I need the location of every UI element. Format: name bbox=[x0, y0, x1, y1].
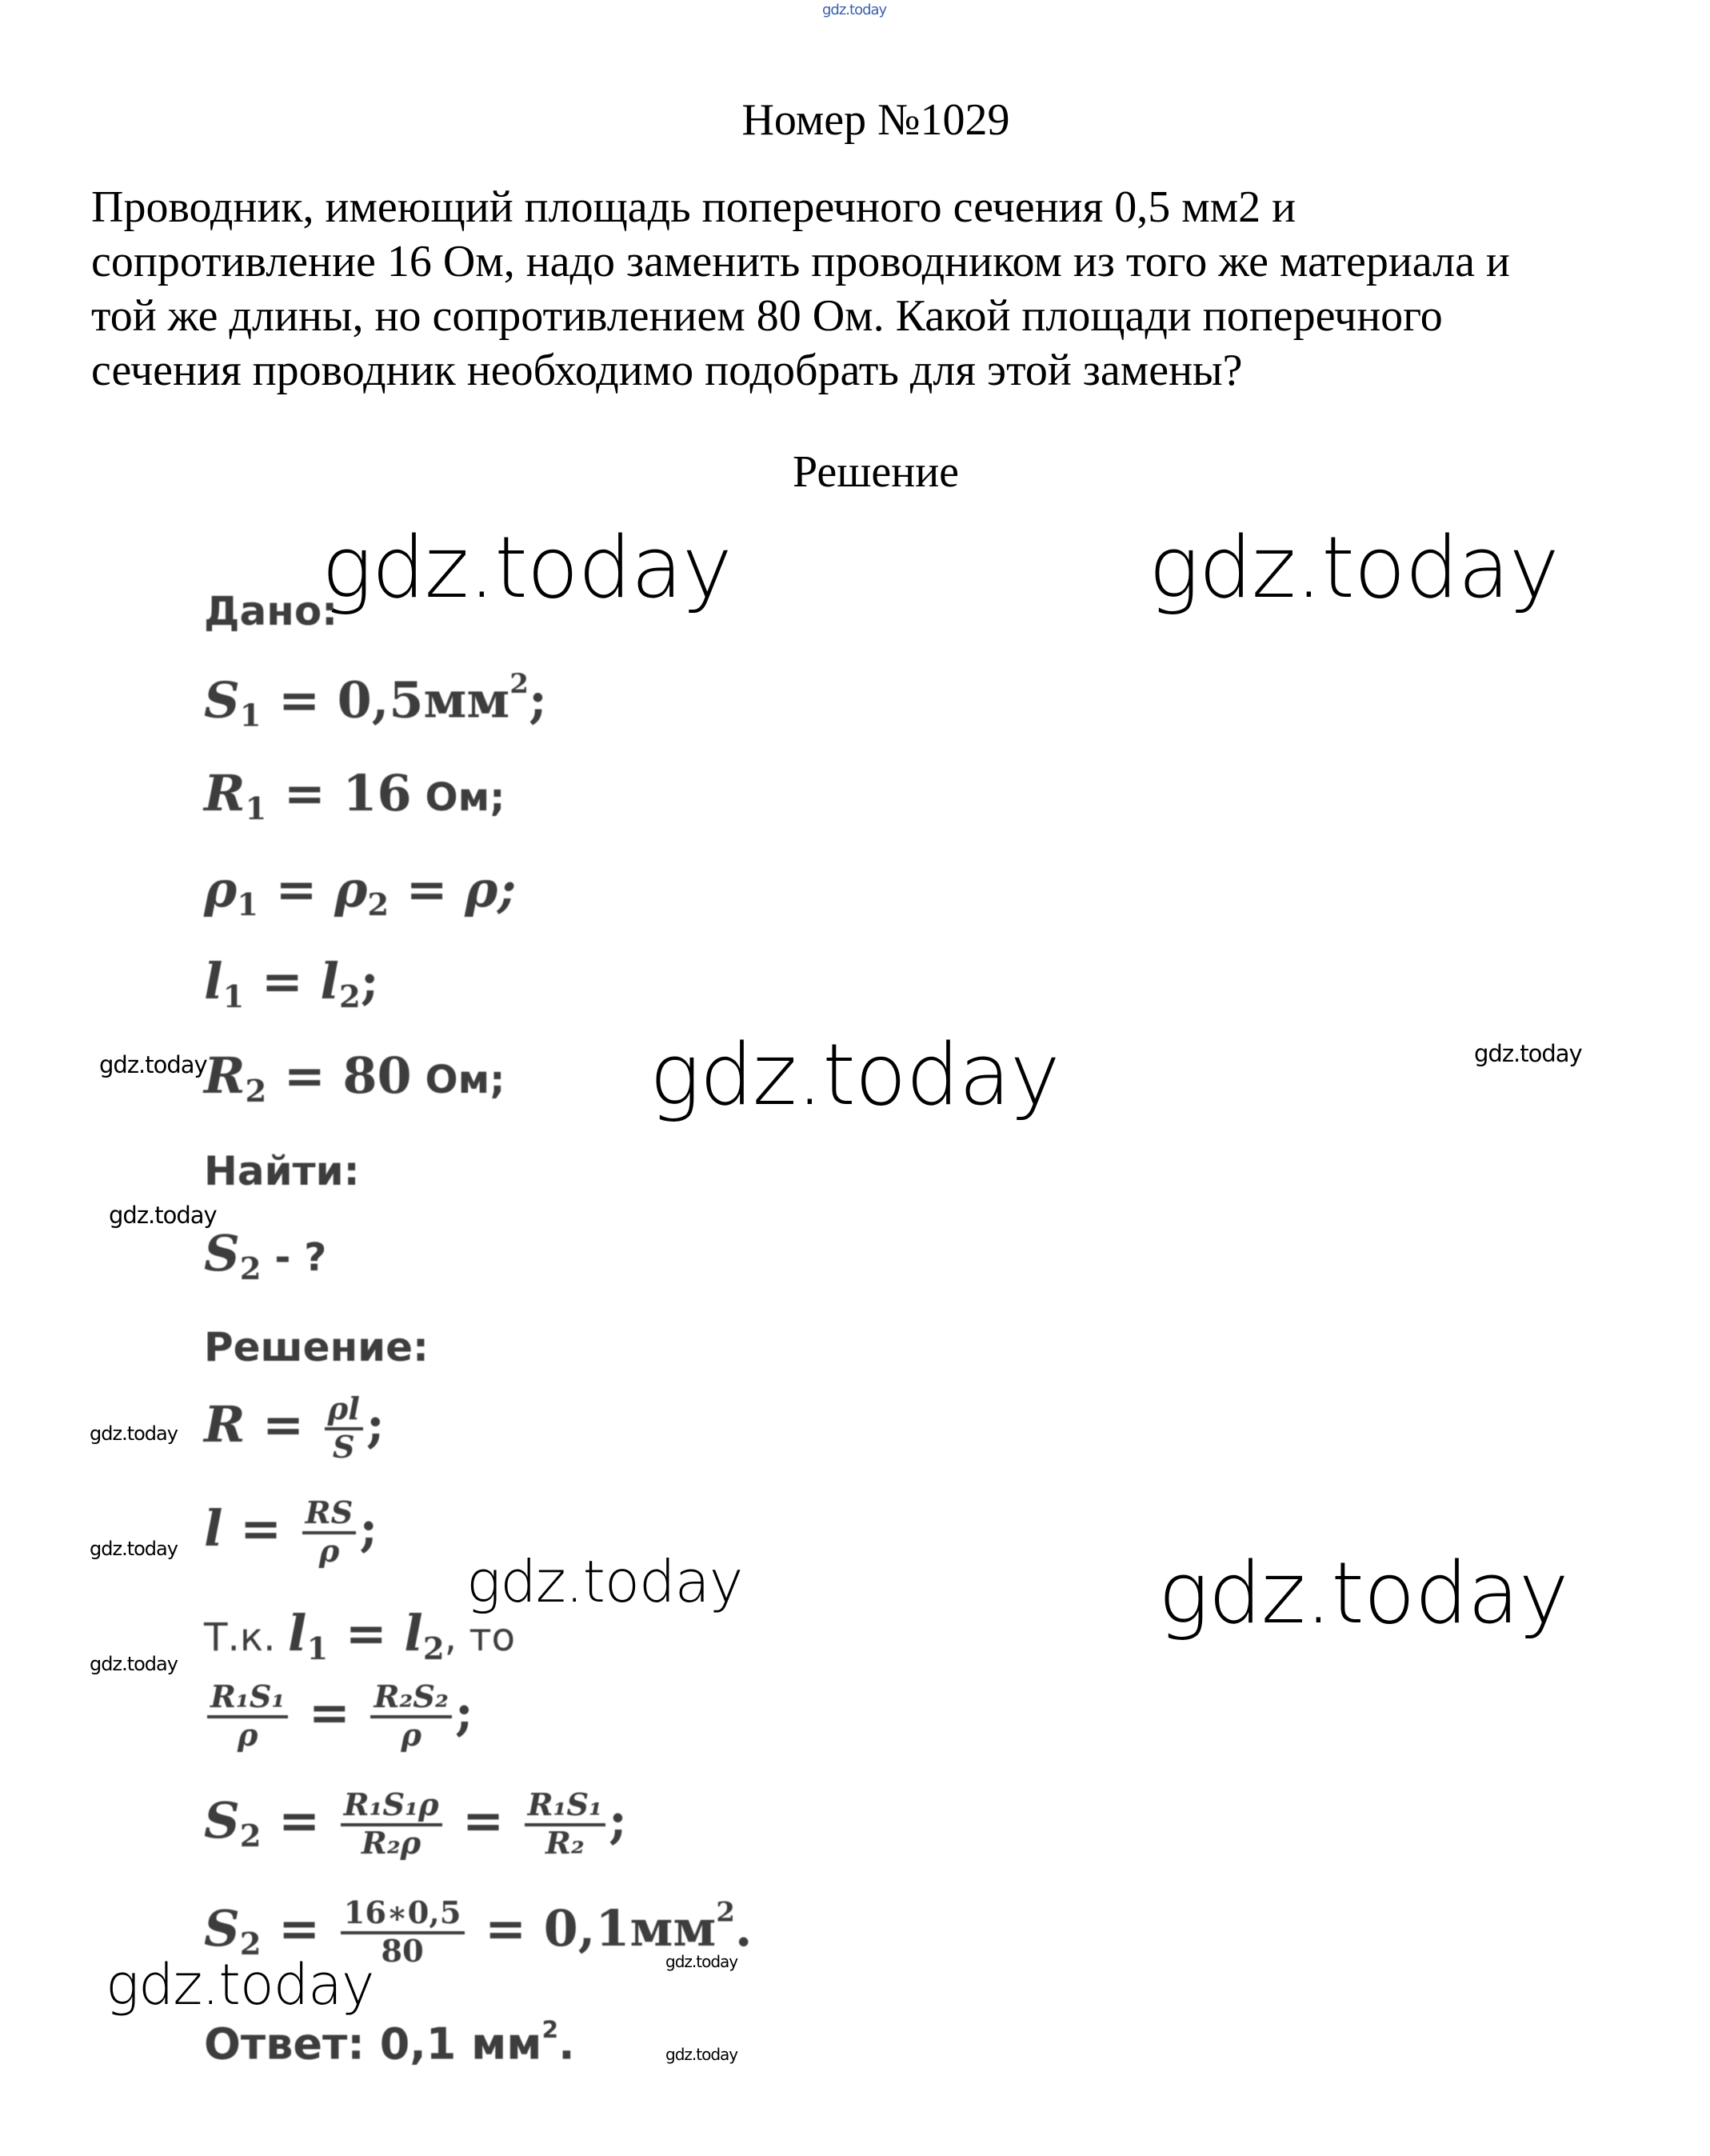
given-r2 bbox=[204, 1046, 505, 1110]
answer-sup: 2 bbox=[541, 2016, 559, 2044]
s1-end: ; bbox=[528, 670, 547, 730]
f3-sub2: 2 bbox=[422, 1630, 445, 1667]
page-title: Номер №1029 bbox=[741, 95, 1010, 145]
f1-end: ; bbox=[366, 1395, 385, 1454]
f1-lhs: R = bbox=[204, 1395, 322, 1454]
watermark-small-8: gdz.today bbox=[665, 2045, 738, 2064]
watermark-large-3: gdz.today bbox=[649, 1026, 1060, 1124]
f4-den2: ρ bbox=[401, 1718, 422, 1754]
f3-expr: l bbox=[287, 1604, 307, 1662]
f5-eq2: = bbox=[445, 1791, 521, 1850]
s2-symbol: S bbox=[204, 1224, 240, 1282]
f6-sup: 2 bbox=[716, 1896, 735, 1929]
f6-end: . bbox=[734, 1899, 753, 1958]
rho-mid: = ρ bbox=[258, 860, 368, 918]
r1-symbol: R bbox=[204, 764, 246, 822]
f3-mid: = l bbox=[328, 1604, 423, 1662]
f1-num: ρl bbox=[325, 1392, 363, 1430]
f5-den1: R₂ρ bbox=[361, 1826, 422, 1862]
f2-num: RS bbox=[302, 1496, 357, 1534]
given-label: Дано: bbox=[204, 588, 338, 634]
f5-end: ; bbox=[609, 1791, 627, 1850]
f4-eq: = bbox=[291, 1683, 368, 1742]
f5-eq1: = bbox=[261, 1791, 338, 1850]
f6-den: 80 bbox=[381, 1934, 424, 1970]
answer-end: . bbox=[558, 2018, 575, 2070]
f2-lhs: l = bbox=[204, 1499, 299, 1558]
given-s1 bbox=[204, 668, 547, 734]
f6-eq1: = bbox=[261, 1899, 338, 1958]
given-l bbox=[204, 952, 379, 1015]
watermark-small-5: gdz.today bbox=[90, 1538, 178, 1560]
problem-statement bbox=[91, 180, 1659, 398]
l-sub1: 1 bbox=[222, 978, 245, 1015]
l-end: ; bbox=[360, 952, 379, 1010]
given-r1 bbox=[204, 764, 505, 827]
f2-end: ; bbox=[359, 1499, 378, 1558]
f6-fraction bbox=[341, 1896, 465, 1970]
f5-num2: R₁S₁ bbox=[525, 1788, 605, 1826]
l-sub2: 2 bbox=[338, 978, 361, 1015]
f4-den1: ρ bbox=[237, 1718, 258, 1754]
f5-num1: R₁S₁ρ bbox=[341, 1788, 442, 1826]
f3-sub1: 1 bbox=[306, 1630, 329, 1667]
formula-resistance bbox=[204, 1392, 385, 1466]
find-label: Найти: bbox=[204, 1148, 360, 1194]
f3-end: , то bbox=[444, 1615, 516, 1660]
rho-end: = ρ; bbox=[389, 860, 517, 918]
f3-prefix: Т.к. bbox=[204, 1615, 288, 1660]
solution-heading: Решение bbox=[792, 447, 960, 497]
f4-end: ; bbox=[454, 1683, 473, 1742]
r2-symbol: R bbox=[204, 1046, 246, 1105]
f6-sub: 2 bbox=[239, 1926, 262, 1962]
watermark-small-6: gdz.today bbox=[90, 1653, 178, 1675]
watermark-small-3: gdz.today bbox=[109, 1202, 217, 1229]
f6-lhs: S bbox=[204, 1899, 240, 1958]
r2-sub: 2 bbox=[245, 1073, 267, 1110]
f4-num1: R₁S₁ bbox=[207, 1680, 288, 1718]
watermark-small-7: gdz.today bbox=[665, 1952, 738, 1971]
rho-sub2: 2 bbox=[367, 886, 390, 923]
formula-result bbox=[204, 1896, 753, 1970]
f5-den2: R₂ bbox=[545, 1826, 585, 1862]
formula-length bbox=[204, 1496, 378, 1570]
watermark-large-1: gdz.today bbox=[322, 518, 732, 617]
f6-num: 16∗0,5 bbox=[341, 1896, 465, 1934]
watermark-top: gdz.today bbox=[822, 2, 887, 18]
problem-line: сечения проводник необходимо подобрать для этой замены? bbox=[91, 346, 1243, 395]
f5-fraction-1 bbox=[341, 1788, 442, 1862]
s1-value: = 0,5мм bbox=[261, 670, 510, 730]
s1-symbol: S bbox=[204, 670, 240, 730]
r2-value: = 80 bbox=[266, 1046, 412, 1105]
given-rho bbox=[204, 860, 516, 923]
f5-sub: 2 bbox=[239, 1818, 262, 1854]
f2-den: ρ bbox=[318, 1534, 340, 1570]
f4-fraction-left bbox=[207, 1680, 288, 1754]
watermark-small-1: gdz.today bbox=[99, 1051, 207, 1078]
problem-line: той же длины, но сопротивлением 80 Ом. Какой площади поперечного bbox=[91, 291, 1443, 341]
s1-sub: 1 bbox=[239, 698, 262, 734]
l-mid: = l bbox=[244, 952, 339, 1010]
watermark-small-2: gdz.today bbox=[1474, 1040, 1582, 1067]
r2-unit: Ом; bbox=[411, 1058, 505, 1102]
formula-s2 bbox=[204, 1788, 627, 1862]
f1-fraction bbox=[325, 1392, 363, 1466]
r1-value: = 16 bbox=[266, 764, 412, 822]
s2-rest: - ? bbox=[261, 1235, 327, 1280]
watermark-medium-1: gdz.today bbox=[466, 1548, 743, 1615]
f4-num2: R₂S₂ bbox=[370, 1680, 451, 1718]
f5-fraction-2 bbox=[525, 1788, 605, 1862]
watermark-large-4: gdz.today bbox=[1158, 1544, 1568, 1642]
f2-fraction bbox=[302, 1496, 357, 1570]
find-s2 bbox=[204, 1224, 326, 1287]
rho-symbol: ρ bbox=[204, 860, 238, 918]
r1-sub: 1 bbox=[245, 790, 267, 827]
f5-lhs: S bbox=[204, 1791, 240, 1850]
answer bbox=[204, 2016, 575, 2070]
f1-den: S bbox=[332, 1430, 355, 1466]
watermark-medium-2: gdz.today bbox=[106, 1952, 374, 2018]
formula-since bbox=[204, 1604, 515, 1667]
f4-fraction-right bbox=[370, 1680, 451, 1754]
answer-text: Ответ: 0,1 мм bbox=[204, 2018, 542, 2070]
s2-sub: 2 bbox=[239, 1250, 262, 1287]
problem-line: сопротивление 16 Ом, надо заменить проводником из того же материала и bbox=[91, 237, 1510, 286]
formula-equality bbox=[204, 1680, 473, 1754]
r1-unit: Ом; bbox=[411, 775, 505, 820]
watermark-large-2: gdz.today bbox=[1149, 518, 1559, 617]
rho-sub1: 1 bbox=[237, 886, 258, 923]
problem-line: Проводник, имеющий площадь поперечного сечения 0,5 мм2 и bbox=[91, 182, 1296, 232]
solution-label: Решение: bbox=[204, 1324, 429, 1370]
s1-sup: 2 bbox=[509, 668, 529, 700]
l-symbol: l bbox=[204, 952, 223, 1010]
f6-rhs: = 0,1мм bbox=[467, 1899, 717, 1958]
watermark-small-4: gdz.today bbox=[90, 1422, 178, 1445]
